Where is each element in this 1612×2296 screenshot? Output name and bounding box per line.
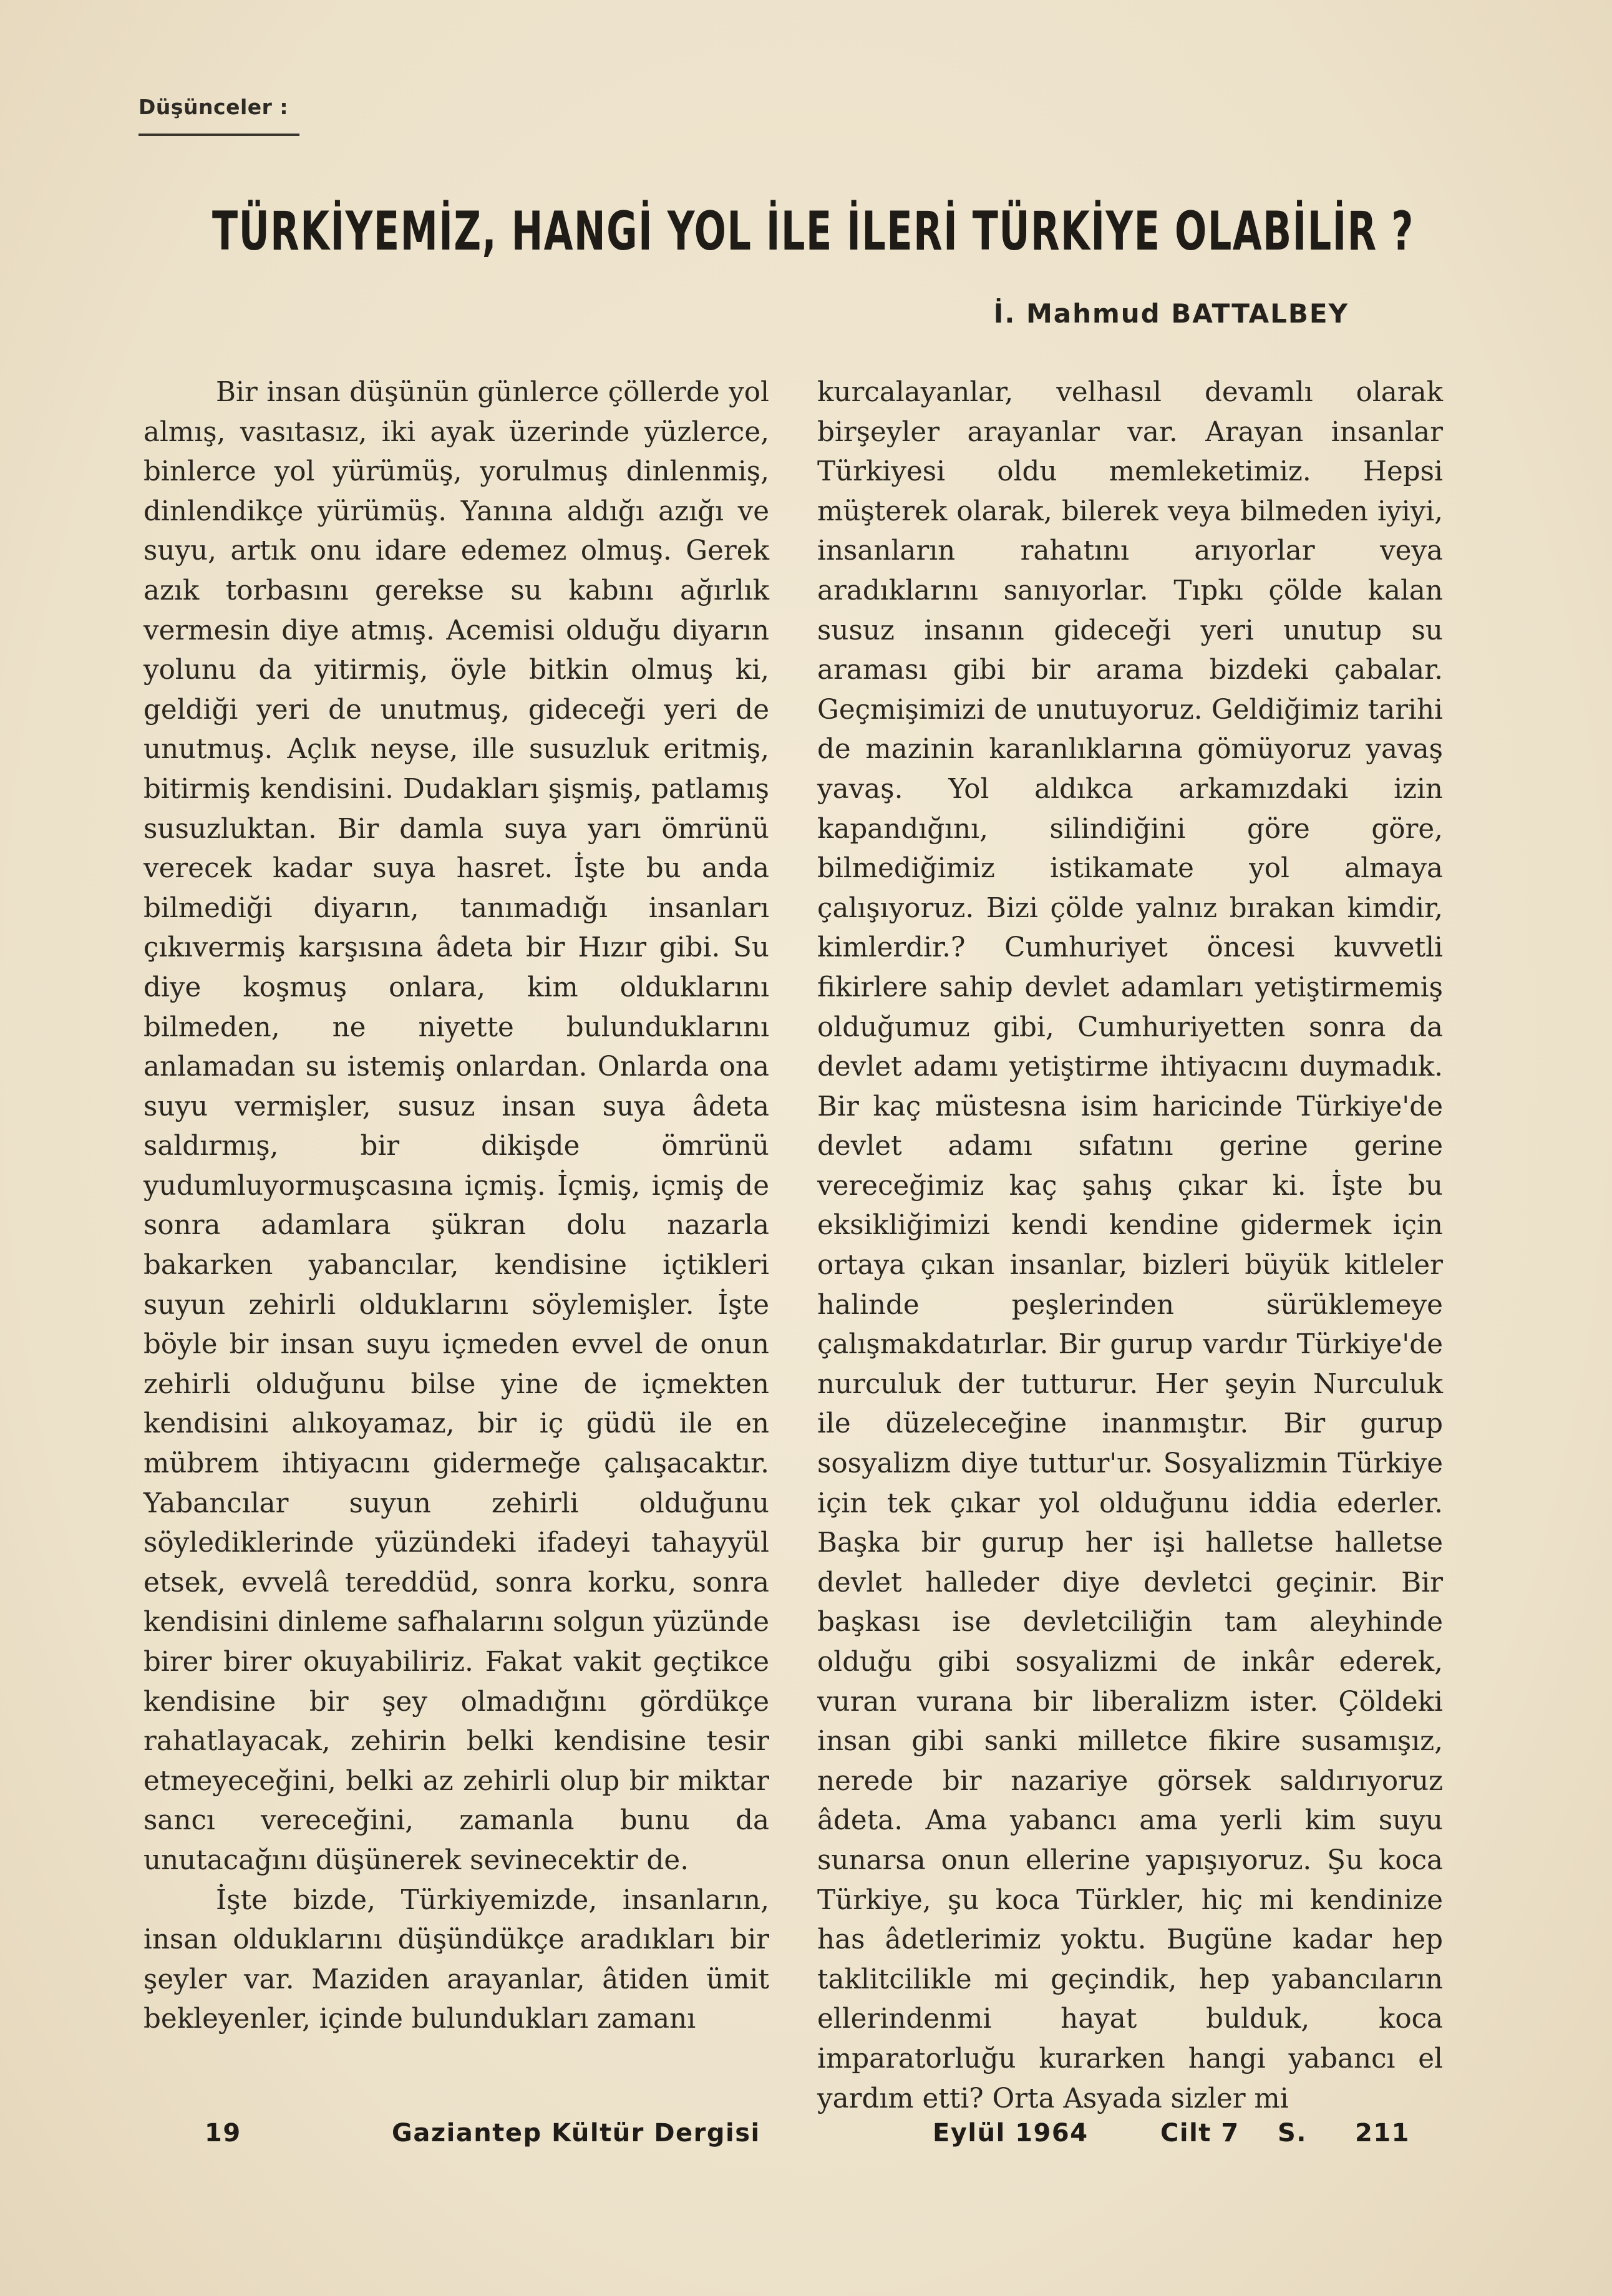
issue-label: S. — [1278, 2119, 1308, 2148]
section-underline — [138, 134, 299, 136]
magazine-name: Gaziantep Kültür Dergisi — [392, 2119, 760, 2148]
issue-date: Eylül 1964 — [933, 2119, 1089, 2148]
issue-number: 211 — [1355, 2119, 1410, 2148]
left-column — [143, 373, 769, 2040]
paragraph: İşte bizde, Türkiyemizde, insanların, insan olduklarını düşündükçe aradıkları bir şeyler var. Maziden arayanlar, âtiden ümit bekleyenler, içinde bulundukları zamanı — [143, 1884, 769, 2035]
right-column — [817, 373, 1443, 2119]
volume-label: Cilt 7 — [1160, 2119, 1240, 2148]
article-author: İ. Mahmud BATTALBEY — [993, 298, 1349, 329]
section-label: Düşünceler : — [138, 95, 289, 119]
paragraph: Bir insan düşünün günlerce çöllerde yol almış, vasıtasız, iki ayak üzerinde yüzlerce, binlerce yol yürümüş, yorulmuş dinlenmiş, dinlendikçe yürümüş. Yanına aldığı azığı ve suyu, artık onu idare edemez olmuş. Gerek azık torbasını gerekse su kabını ağırlık vermesin diye atmış. Acemisi olduğu diyarın yolunu da yitirmiş, öyle bitkin olmuş ki, geldiği yeri de unutmuş, gideceği yeri de unutmuş. Açlık neyse, ille susuzluk eritmiş, bitirmiş kendisini. Dudakları şişmiş, patlamış susuzluktan. Bir damla suya yarı ömrünü verecek kadar suya hasret. İşte bu anda bilmediği diyarın, tanımadığı insanları çıkıvermiş karşısına âdeta bir Hızır gibi. Su diye koşmuş onlara, kim olduklarını bilmeden, ne niyette bulunduklarını anlamadan su istemiş onlardan. Onlarda ona suyu vermişler, susuz insan suya âdeta saldırmış, bir dikişde ömrünü yudumluyormuşcasına içmiş. İçmiş, içmiş de sonra adamlara şükran dolu nazarla bakarken yabancılar, kendisine içtikleri suyun zehirli olduklarını söylemişler. İşte böyle bir insan suyu içmeden evvel de onun zehirli olduğunu bilse yine de içmekten kendisini alıkoyamaz, bir iç güdü ile en mübrem ihtiyacını gidermeğe çalışacaktır. Yabancılar suyun zehirli olduğunu söylediklerinde yüzündeki ifadeyi tahayyül etsek, evvelâ tereddüd, sonra korku, sonra kendisini dinleme safhalarını solgun yüzünde birer birer okuyabiliriz. Fakat vakit geçtikce kendisine bir şey olmadığını gördükçe rahatlayacak, zehirin belki kendisine tesir etmeyeceğini, belki az zehirli olup bir miktar sancı vereceğini, zamanla bunu da unutacağını düşünerek sevinecektir de. — [143, 377, 769, 1876]
paragraph: kurcalayanlar, velhasıl devamlı olarak birşeyler arayanlar var. Arayan insanlar Türkiyesi oldu memleketimiz. Hepsi müşterek olarak, bilerek veya bilmeden iyiyi, insanların rahatını arıyorlar veya aradıklarını sanıyorlar. Tıpkı çölde kalan susuz insanın gideceği yeri unutup su araması gibi bir arama bizdeki çabalar. Geçmişimizi de unutuyoruz. Geldiğimiz tarihi de mazinin karanlıklarına gömüyoruz yavaş yavaş. Yol aldıkca arkamızdaki izin kapandığını, silindiğini göre göre, bilmediğimiz istikamate yol almaya çalışıyoruz. Bizi çölde yalnız bırakan kimdir, kimlerdir.? Cumhuriyet öncesi kuvvetli fikirlere sahip devlet adamları yetiştirmemiş olduğumuz gibi, Cumhuriyetten sonra da devlet adamı yetiştirme ihtiyacını duymadık. Bir kaç müstesna isim haricinde Türkiye'de devlet adamı sıfatını gerine gerine vereceğimiz kaç şahış çıkar ki. İşte bu eksikliğimizi kendi kendine gidermek için ortaya çıkan insanlar, bizleri büyük kitleler halinde peşlerinden sürüklemeye çalışmakdatırlar. Bir gurup vardır Türkiye'de nurculuk der tutturur. Her şeyin Nurculuk ile düzeleceğine inanmıştır. Bir gurup sosyalizm diye tuttur'ur. Sosyalizmin Türkiye için tek çıkar yol olduğunu iddia ederler. Başka bir gurup her işi halletse halletse devlet halleder diye devletci geçinir. Bir başkası ise devletciliğin tam aleyhinde olduğu gibi sosyalizmi de inkâr ederek, vuran vurana bir liberalizm ister. Çöldeki insan gibi sanki milletce fikire susamışız, nerede bir nazariye görsek saldırıyoruz âdeta. Ama yabancı ama yerli kim suyu sunarsa onun ellerine yapışıyoruz. Şu koca Türkiye, şu koca Türkler, hiç mi kendinize has âdetlerimiz yoktu. Bugüne kadar hep taklitcilikle mi geçindik, hep yabancıların ellerindenmi hayat bulduk, koca imparatorluğu kurarken hangi yabancı el yardım etti? Orta Asyada sizler mi — [817, 377, 1443, 2114]
article-title: TÜRKİYEMİZ, HANGİ YOL İLE İLERİ TÜRKİYE OLABİLİR ? — [212, 200, 1414, 263]
page-number: 19 — [205, 2119, 241, 2148]
